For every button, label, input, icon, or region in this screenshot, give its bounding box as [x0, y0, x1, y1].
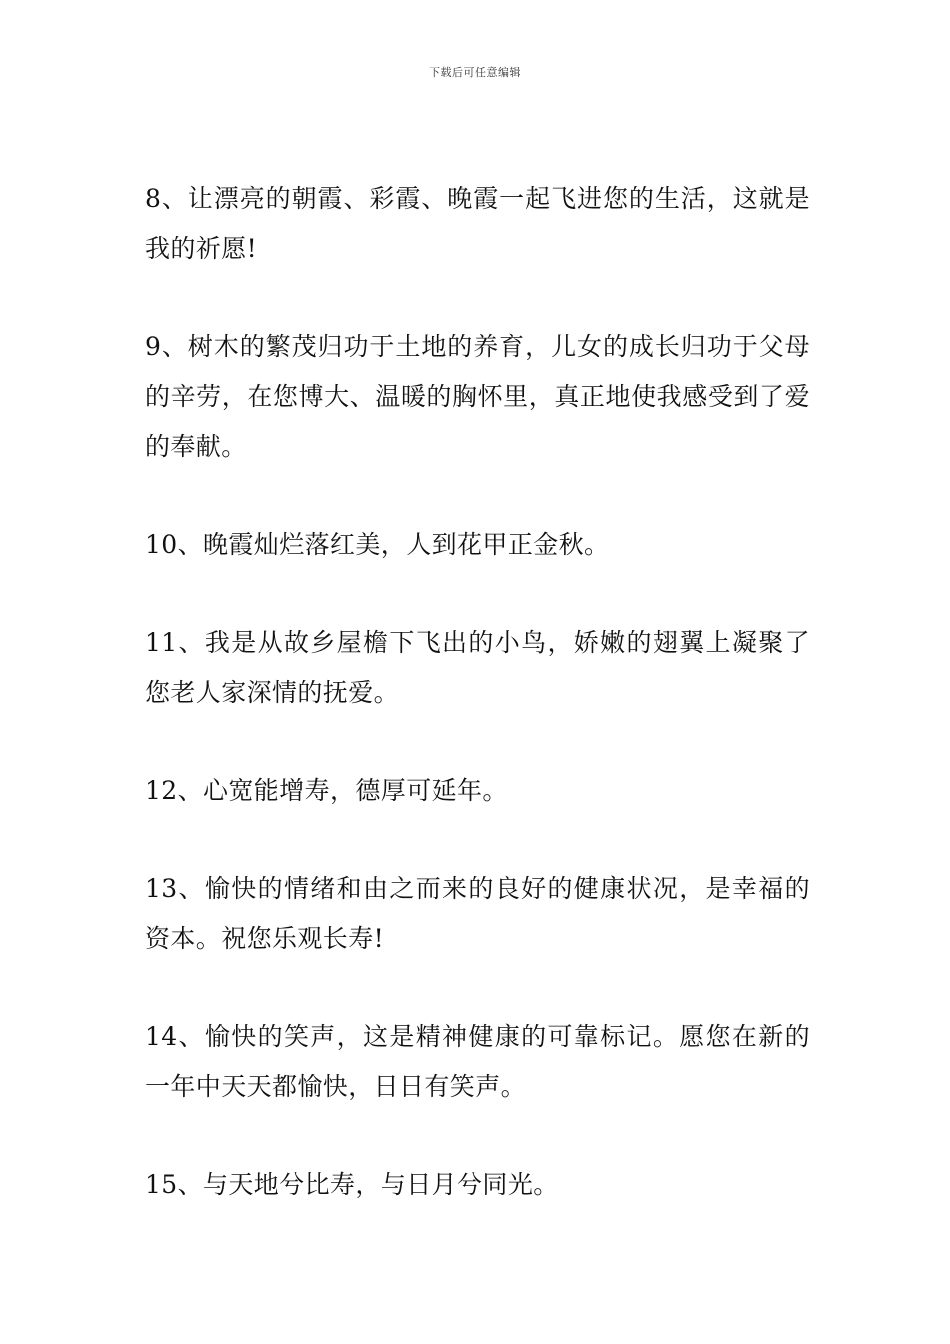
- paragraph-11: 11、我是从故乡屋檐下飞出的小鸟，娇嫩的翅翼上凝聚了您老人家深情的抚爱。: [145, 628, 810, 707]
- paragraph-13: 13、愉快的情绪和由之而来的良好的健康状况，是幸福的资本。祝您乐观长寿!: [145, 874, 810, 953]
- paragraph-9: 9、树木的繁茂归功于土地的养育，儿女的成长归功于父母的辛劳，在您博大、温暖的胸怀里，真正地使我感受到了爱的奉献。: [145, 332, 810, 461]
- paragraph-10: 10、晚霞灿烂落红美，人到花甲正金秋。: [145, 530, 610, 559]
- paragraph-12: 12、心宽能增寿，德厚可延年。: [145, 776, 508, 805]
- document-body: [145, 174, 810, 1258]
- page-header: 下载后可任意编辑: [429, 66, 521, 79]
- paragraph-14: 14、愉快的笑声，这是精神健康的可靠标记。愿您在新的一年中天天都愉快，日日有笑声。: [145, 1022, 810, 1101]
- paragraph-8: 8、让漂亮的朝霞、彩霞、晚霞一起飞进您的生活，这就是我的祈愿!: [145, 184, 810, 263]
- paragraph-15: 15、与天地兮比寿，与日月兮同光。: [145, 1170, 559, 1199]
